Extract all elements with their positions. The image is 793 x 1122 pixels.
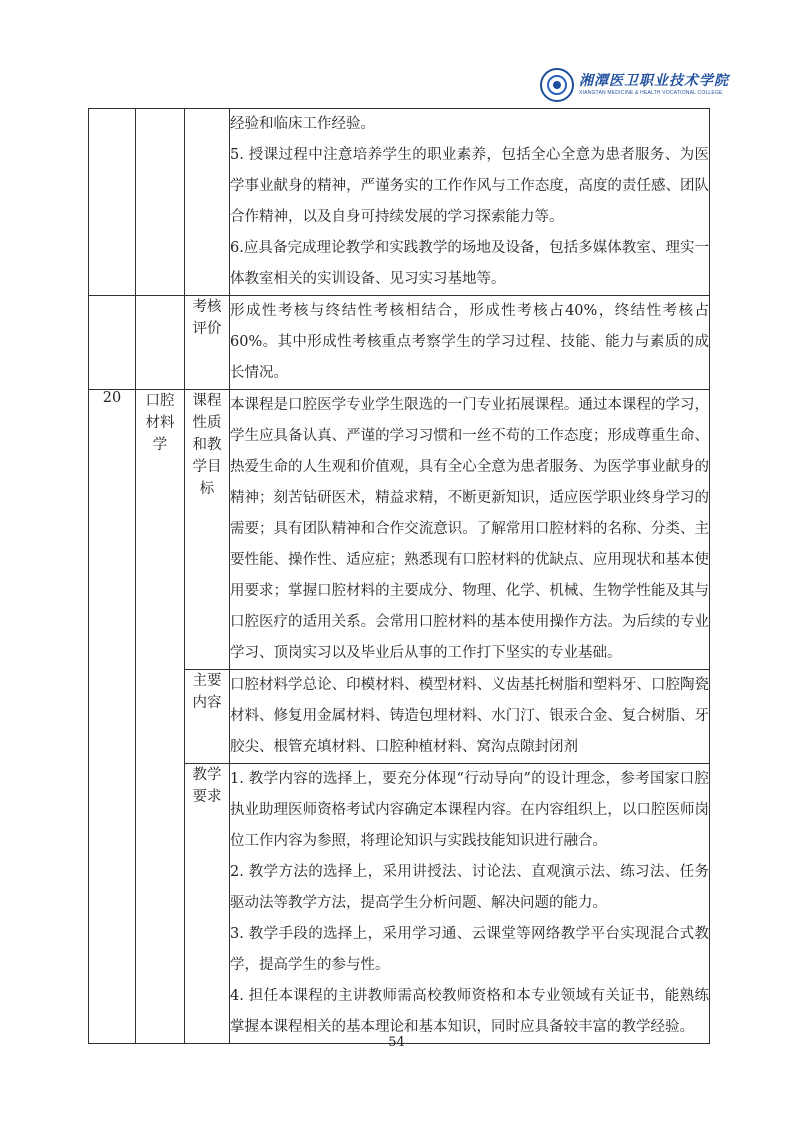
table-row-prev-requirements: [89, 109, 710, 296]
content-label: 主要内容: [192, 673, 222, 711]
course-name: 口腔材料学: [145, 393, 175, 453]
paragraph: 3. 教学手段的选择上，采用学习通、云课堂等网络教学平台实现混合式教学，提高学生的参与性。: [230, 926, 709, 973]
college-name-en: XIANGTAN MEDICINE & HEALTH VOCATIONAL COLLEGE: [579, 90, 723, 96]
nature-label-cell: [185, 390, 230, 670]
cell-empty: [185, 109, 230, 296]
table-row-prev-assessment: [89, 296, 710, 390]
course-number: 20: [89, 390, 136, 1044]
course-name-cell: [136, 390, 185, 1044]
paragraph: 经验和临床工作经验。: [230, 116, 375, 132]
assessment-label: 考核评价: [192, 299, 222, 337]
paragraph: 1. 教学内容的选择上，要充分体现“行动导向”的设计理念，参考国家口腔执业助理医师资格考试内容确定本课程内容。在内容组织上，以口腔医师岗位工作内容为参照，将理论知识与实践技能知识进行融合。: [230, 771, 709, 849]
assessment-label-cell: [185, 296, 230, 390]
requirements-label-cell: [185, 764, 230, 1044]
requirements-label: 教学要求: [192, 767, 222, 805]
paragraph: 2. 教学方法的选择上，采用讲授法、讨论法、直观演示法、练习法、任务驱动法等教学方法，提高学生分析问题、解决问题的能力。: [230, 864, 709, 911]
cell-empty: [89, 296, 136, 390]
paragraph: 4. 担任本课程的主讲教师需高校教师资格和本专业领域有关证书，能熟练掌握本课程相关的基本理论和基本知识，同时应具备较丰富的教学经验。: [230, 988, 709, 1035]
content-label-cell: [185, 670, 230, 764]
assessment-text: 形成性考核与终结性考核相结合，形成性考核占40%，终结性考核占60%。其中形成性考核重点考察学生的学习过程、技能、能力与素质的成长情况。: [230, 296, 710, 390]
paragraph: 6.应具备完成理论教学和实践教学的场地及设备，包括多媒体教室、理实一体教室相关的实训设备、见习实习基地等。: [230, 240, 709, 287]
course-table: [88, 108, 710, 1044]
table-row-course-nature: [89, 390, 710, 670]
cell-empty: [136, 109, 185, 296]
content-text: 口腔材料学总论、印模材料、模型材料、义齿基托树脂和塑料牙、口腔陶瓷材料、修复用金属材料、铸造包埋材料、水门汀、银汞合金、复合树脂、牙胶尖、根管充填材料、口腔种植材料、窝沟点隙封闭剂: [230, 670, 710, 764]
cell-empty: [136, 296, 185, 390]
cell-empty: [89, 109, 136, 296]
college-name-cn: 湘潭医卫职业技术学院: [579, 73, 729, 89]
page-number: 54: [388, 1035, 405, 1050]
teaching-requirements-continued: [230, 109, 710, 296]
nature-text: 本课程是口腔医学专业学生限选的一门专业拓展课程。通过本课程的学习，学生应具备认真、严谨的学习习惯和一丝不苟的工作态度；形成尊重生命、热爱生命的人生观和价值观，具有全心全意为患者服务、为医学事业献身的精神；刻苦钻研医术，精益求精，不断更新知识，适应医学职业终身学习的需要；具有团队精神和合作交流意识。了解常用口腔材料的名称、分类、主要性能、操作性、适应症；熟悉现有口腔材料的优缺点、应用现状和基本使用要求；掌握口腔材料的主要成分、物理、化学、机械、生物学性能及其与口腔医疗的适用关系。会常用口腔材料的基本使用操作方法。为后续的专业学习、顶岗实习以及毕业后从事的工作打下坚实的专业基础。: [230, 390, 710, 670]
requirements-text: [230, 764, 710, 1044]
college-emblem-icon: [540, 68, 574, 102]
college-logo: [535, 68, 729, 108]
nature-label: 课程性质和教学目标: [192, 393, 222, 497]
paragraph: 5. 授课过程中注意培养学生的职业素养，包括全心全意为患者服务、为医学事业献身的精神，严谨务实的工作作风与工作态度，高度的责任感、团队合作精神，以及自身可持续发展的学习探索能力等。: [230, 147, 709, 225]
